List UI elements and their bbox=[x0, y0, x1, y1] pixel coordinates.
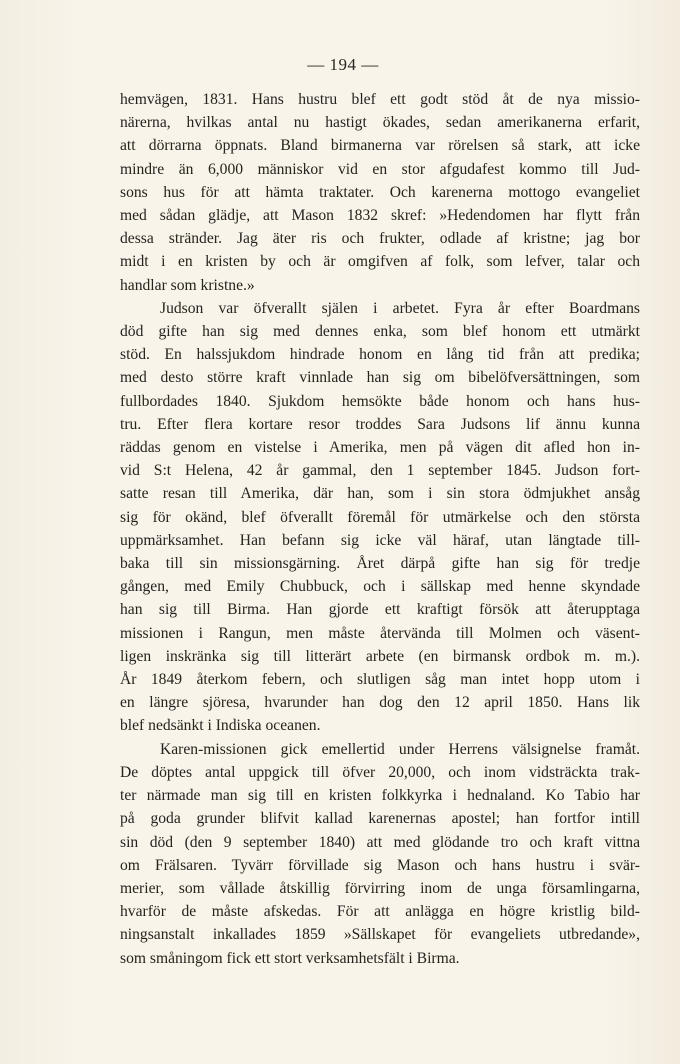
text-line: en längre sjöresa, hvarunder han dog den 12 april 1850. Hans lik bbox=[120, 694, 640, 712]
text-line: Judson var öfverallt själen i arbetet. Fyra år efter Boardmans bbox=[160, 299, 640, 317]
text-line: ningsanstalt inkallades 1859 »Sällskapet för evangeliets utbredande», bbox=[120, 926, 640, 944]
text-line: hvarför de måste afskedas. För att anlägga en högre kristlig bild- bbox=[120, 903, 640, 921]
text-line: mindre än 6,000 människor vid en stor afgudafest kommo till Jud- bbox=[120, 160, 640, 178]
text-line: räddas genom en vistelse i Amerika, men på vägen dit afled hon in- bbox=[120, 439, 640, 457]
text-line: att dörrarna öppnats. Bland birmanerna var rörelsen så stark, att icke bbox=[120, 137, 640, 155]
text-line: blef nedsänkt i Indiska oceanen. bbox=[120, 717, 321, 735]
text-line: satte resan till Amerika, där han, som i sin stora ödmjukhet ansåg bbox=[120, 485, 640, 503]
text-line: om Frälsaren. Tyvärr förvillade sig Mason och hans hustru i svär- bbox=[120, 856, 640, 874]
text-line: ligen inskränka sig till litterärt arbete (en birmansk ordbok m. m.). bbox=[120, 647, 640, 665]
page-edge bbox=[680, 0, 686, 1064]
text-line: missionen i Rangun, men måste återvända till Molmen och väsent- bbox=[120, 624, 640, 642]
text-line: som småningom fick ett stort verksamhetsfält i Birma. bbox=[120, 949, 460, 967]
text-line: merier, som vållade åtskillig förvirring inom de unga församlingarna, bbox=[120, 879, 640, 897]
text-line: på goda grunder blifvit kallad karenernas apostel; han fortfor intill bbox=[120, 810, 640, 828]
text-line: tru. Efter flera kortare resor troddes Sara Judsons lif ännu kunna bbox=[120, 415, 640, 433]
body-text bbox=[120, 88, 640, 970]
text-line: hemvägen, 1831. Hans hustru blef ett godt stöd åt de nya missio- bbox=[120, 91, 640, 108]
text-line: han sig till Birma. Han gjorde ett kraftigt försök att återupptaga bbox=[120, 601, 640, 619]
text-line: Karen-missionen gick emellertid under Herrens välsignelse framåt. bbox=[160, 740, 640, 758]
text-line: fullbordades 1840. Sjukdom hemsökte både honom och hans hus- bbox=[120, 392, 640, 410]
text-line: ter närmade man sig till en kristen folkkyrka i hednaland. Ko Tabio har bbox=[120, 787, 640, 805]
text-line: midt i en kristen by och är omgifven af folk, som lefver, talar och bbox=[120, 253, 640, 271]
text-line: sin död (den 9 september 1840) att med glödande tro och kraft vittna bbox=[120, 833, 640, 851]
page-number: — 194 — bbox=[307, 55, 379, 74]
text-line: dessa stränder. Jag äter ris och frukter, odlade af kristne; jag bor bbox=[120, 230, 640, 248]
text-line: uppmärksamhet. Han befann sig icke väl häraf, utan längtade till- bbox=[120, 531, 640, 549]
text-line: De döptes antal uppgick till öfver 20,000, och inom vidsträckta trak- bbox=[120, 763, 640, 781]
text-line: baka till sin missionsgärning. Året därpå gifte han sig för tredje bbox=[120, 555, 640, 573]
text-line: död gifte han sig med dennes enka, som blef honom ett utmärkt bbox=[120, 323, 640, 341]
text-line: handlar som kristne.» bbox=[120, 276, 255, 294]
text-line: sig för okänd, blef öfverallt föremål för utmärkelse och den största bbox=[120, 508, 640, 526]
text-line: närerna, hvilkas antal nu hastigt ökades, sedan amerikanerna erfarit, bbox=[120, 114, 640, 132]
text-line: stöd. En halssjukdom hindrade honom en lång tid från att predika; bbox=[120, 346, 640, 364]
text-line: År 1849 återkom febern, och slutligen såg man intet hopp utom i bbox=[120, 671, 640, 689]
text-line: med desto större kraft vinnlade han sig om bibelöfversättningen, som bbox=[120, 369, 640, 387]
text-line: gången, med Emily Chubbuck, och i sällskap med henne skyndade bbox=[120, 578, 640, 596]
text-line: sons hus för att hämta traktater. Och karenerna mottogo evangeliet bbox=[120, 183, 640, 201]
text-line: med sådan glädje, att Mason 1832 skref: »Hedendomen har flytt från bbox=[120, 207, 640, 225]
text-line: vid S:t Helena, 42 år gammal, den 1 september 1845. Judson fort- bbox=[120, 462, 640, 480]
